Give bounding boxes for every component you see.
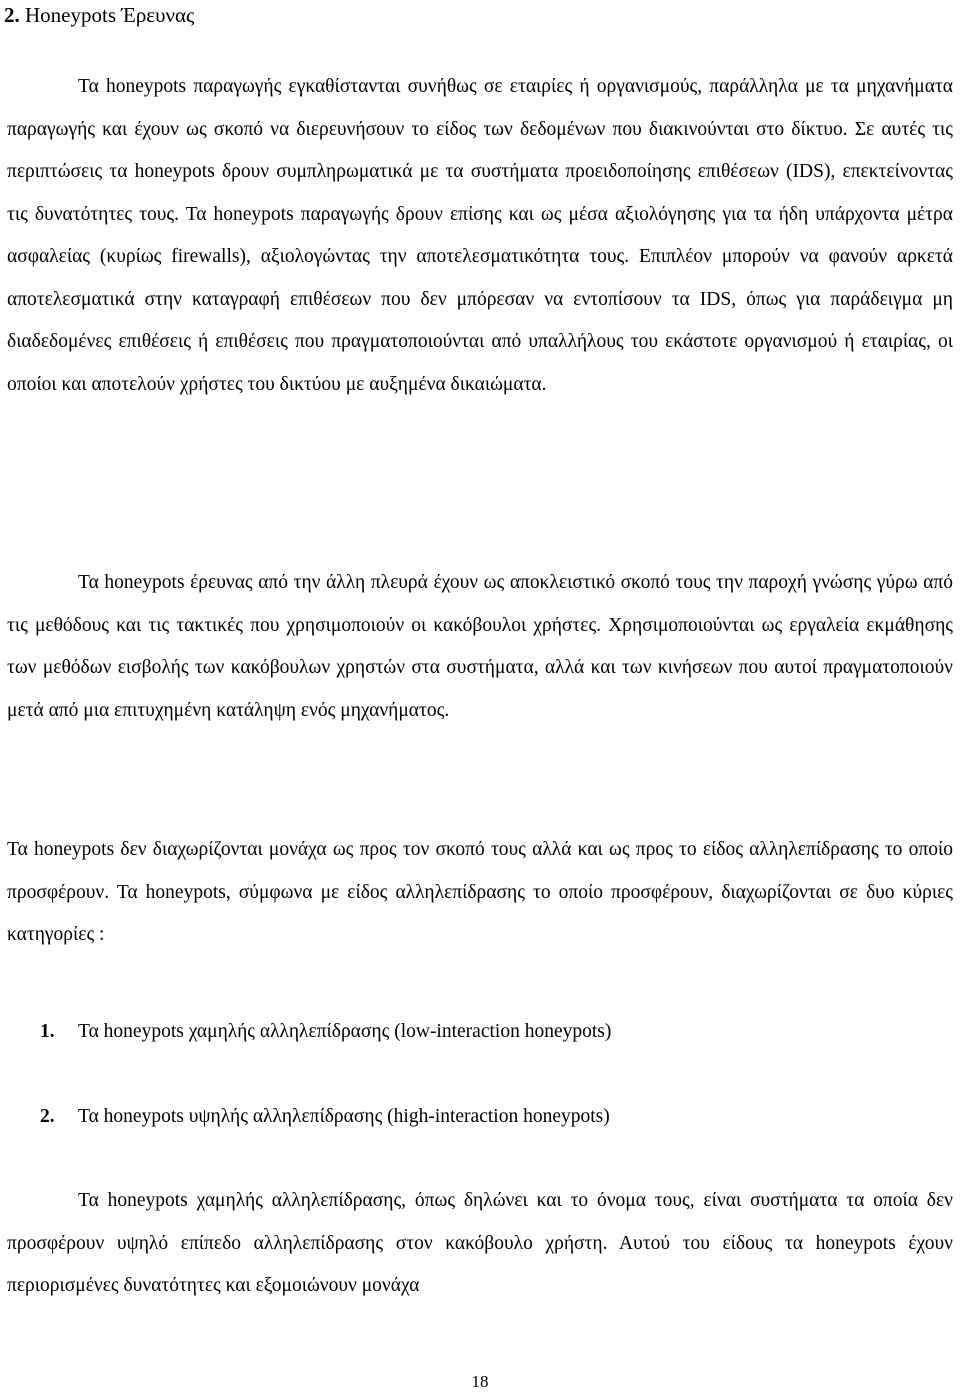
section-heading [4,0,194,30]
paragraph-low-interaction: Τα honeypots χαμηλής αλληλεπίδρασης, όπως δηλώνει και το όνομα τους, είναι συστήματα τα οποία δεν προσφέρουν υψηλό επίπεδο αλληλεπίδρασης στον κακόβουλο χρήστη. Αυτού του είδους τα honeypots έχουν περιορισμένες δυνατότητες και εξομοιώνουν μονάχα [7,1190,953,1296]
section-number: 2. [4,3,20,27]
list-item-text: Τα honeypots χαμηλής αλληλεπίδρασης (low-interaction honeypots) [78,1021,612,1042]
paragraph-interaction-types: Τα honeypots δεν διαχωρίζονται μονάχα ως προς τον σκοπό τους αλλά και ως προς το είδος αλληλεπίδρασης το οποίο προσφέρουν. Τα honeypots, σύμφωνα με είδος αλληλεπίδρασης το οποίο προσφέρουν, διαχωρίζονται σε δυο κύριες κατηγορίες : [7,839,953,945]
list-item [40,1102,610,1132]
list-item [40,1017,611,1047]
paragraph-production-honeypots: Τα honeypots παραγωγής εγκαθίστανται συνήθως σε εταιρίες ή οργανισμούς, παράλληλα με τα μηχανήματα παραγωγής και έχουν ως σκοπό να διερευνήσουν το είδος των δεδομένων που διακινούνται στο δίκτυο. Σε αυτές τις περιπτώσεις τα honeypots δρουν συμπληρωματικά με τα συστήματα προειδοποίησης επιθέσεων (IDS), επεκτείνοντας τις δυνατότητες τους. Τα honeypots παραγωγής δρουν επίσης και ως μέσα αξιολόγησης για τα ήδη υπάρχοντα μέτρα ασφαλείας (κυρίως firewalls), αξιολογώντας την αποτελεσματικότητα τους. Επιπλέον μπορούν να φανούν αρκετά αποτελεσματικά στην καταγραφή επιθέσεων που δεν μπόρεσαν να εντοπίσουν τα IDS, όπως για παράδειγμα μη διαδεδομένες επιθέσεις ή επιθέσεις που πραγματοποιούνται από υπαλλήλους του εκάστοτε οργανισμού ή εταιρίας, οι οποίοι και αποτελούν χρήστες του δικτύου με αυξημένα δικαιώματα. [7,76,953,395]
list-item-text: Τα honeypots υψηλής αλληλεπίδρασης (high-interaction honeypots) [78,1106,610,1127]
list-item-number: 2. [40,1106,55,1127]
paragraph-research-honeypots: Τα honeypots έρευνας από την άλλη πλευρά έχουν ως αποκλειστικό σκοπό τους την παροχή γνώσης γύρω από τις μεθόδους και τις τακτικές που χρησιμοποιούν οι κακόβουλοι χρήστες. Χρησιμοποιούνται ως εργαλεία εκμάθησης των μεθόδων εισβολής των κακόβουλων χρηστών στα συστήματα, αλλά και των κινήσεων που αυτοί πραγματοποιούν μετά από μια επιτυχημένη κατάληψη ενός μηχανήματος. [7,572,953,721]
list-item-number: 1. [40,1021,55,1042]
section-title: Honeypots Έρευνας [25,3,195,27]
page-number: 18 [471,1372,489,1391]
